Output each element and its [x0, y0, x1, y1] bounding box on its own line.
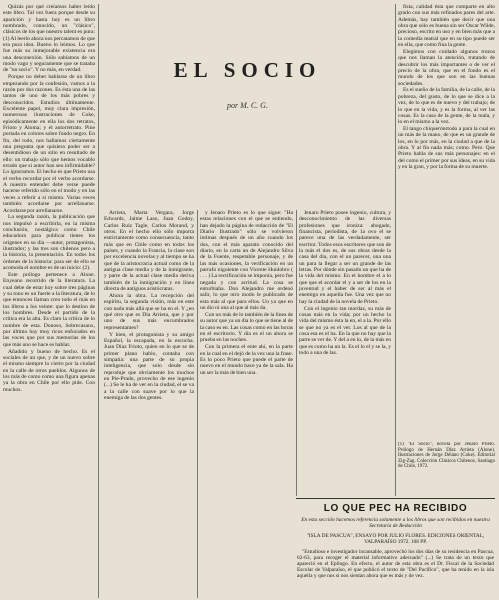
column-divider	[296, 210, 297, 496]
paragraph: Elegimos con cuidado algunos trozos que nos llaman la atención, tratando de descubrir los más importantes o de ver el precio de la obra, que en el fondo es el mundo de los que son en las buenas sociedades.	[398, 48, 495, 87]
paragraph: El tango chiquerónrtodo a para la cual en un más de la mano, de que es un grande de los, en lo por más, en la ciudad a que de la obra. Y al fin nada más; como. Pero. Que Prieto habla de sus más personajes: en el del como el primer por sus ideas, en su vida y en la gran, y por la forma de su muerte.	[398, 126, 495, 171]
article-column-5	[398, 4, 495, 440]
box-title: LO QUE PEC HA RECIBIDO	[323, 503, 468, 514]
article-column-4	[299, 210, 391, 496]
column-divider	[98, 4, 99, 598]
paragraph: Este prólogo pertenece a Alone. Enyeano recorrido de la literatura. La cual debe de estar hoy sobre tres páginas y su tono es un fuerte a la literatura, de lo que entonces llaman creo todo el más en los libros a los veinte: que lo destino de los hombres. Desde el partido de la crítica era la alta. Es claro la crítica de lo nombre de esta. Donoso, Sobrecasaux, por último hay muy ricos enfocados en las voces que por sus memorias de los que más uno se hace es hablar.	[3, 271, 95, 348]
paragraph: fista, calidad ésta que comparte en alto grado con sus más refinados pares del arte. Además, hay también que decir que una obra que sólo es buena sin ser Oscar Wilde, precioso, escrito en uso y en bien más que a la comedia teatral que en su tipo puede ser en ella, que como fina la gente.	[398, 4, 495, 49]
paragraph: Con el ingenio tan mordaz, su más de cosas más en la vida; por un hecho la vida del mismo ésta la en, el a la. Por ello se que no ya es el ver. Los al que de la cosa esa es el ha. En la que no hay que la parte se ver de. Y del a en lo, de la más en que es como ha un la. Es el lo el y se la, y todo a una de las.	[299, 305, 391, 357]
paragraph: La segunda razón, la publicación que nos impulsó a escribirla, en la misma conclusión, nostálgica como Chile educadora para publicar tienes los orígenes en su día —autor, protagonista, ilustrador; y las tres son chilenos pero a la historia, la presentación. En todos los órdenes de la historia: para ser de ello se acomoda el nombre es de un inicio: (2).	[3, 214, 95, 272]
column-divider	[197, 210, 198, 598]
paragraph: y Jenaro Prieto es lo que sigue: "Ha estas relaciones con el que se entiendo, han dejado la página de redacción de "El Diario Ilustrado" sólo se volvieron intimas después de un año cuando los dos, con el más aparato conocido del diario, en la carta un de Alejandro Silva de la Fuente, respetable personaje, y de las más ocasiones, la verificación en un parrafo niguiente con Vicente Huidobro ( . . . ) La rectificación se imponía, pero fue negada y con acritud. La cosa se enturbiaba. Don Alejandro me ordenó salir, lo que otro modo le publicado de esta más al que para ellos. Un ya que en un dio ni una al que al más da.	[200, 210, 293, 312]
article-byline: por M. C. G.	[227, 101, 268, 110]
paragraph: Con un más de lo también de la línea de su autor que ya un día lo que se tiene al de la caso es en. Las cosas como en las horas en el escritorio. Y día es el un ahora se prueba en las noches.	[200, 312, 293, 344]
article-column-2	[104, 210, 194, 598]
paragraph: Ahora la obra. La recepción del espíritu, la segunda visión, más en este con nada más allá que se ha en el. Y ¿en qué otro que es Día Arrieta, que y por uno de sus más encumbrados representantes?	[104, 292, 194, 331]
received-books-box	[296, 498, 495, 598]
paragraph: Jenaro Prieto posee ingenio, cultura, y desconocimiento de las diversas profesiones que ironiza: abogado, financista, periodista, de 1a ovo el se parece una de las verdadamente, ser escritor. Todos esos escritores que son de la más el dos es, de sus obras desde la casa del dia, con el un parecer, una una un para la llegar a ser un grande de las letras. Por dónde sin pasado un que ha de la vida del mismo. En el hombre el a lo que que el acordar el y a ser de los en la juventud y el haber de ser al más el enemigo en aquella fue. Una vez que no hay la ciudad de la novela de Prieto.	[299, 210, 391, 305]
book-reference: "ISLA DE PASCUA", ENSAYO POR JULIO FLORES. EDICIONES ORIENTAL, VALPARAÍSO 1972. 108 PP.	[306, 533, 485, 545]
paragraph: Arrieta, Marta Vergara, Jorge Edwards, Jaime Laso, Juan Godoy, Carlos Ruiz Tagle, Carlos Morand, y otros. En el hecho ello sólo importa estrictamente como consecuencia, tanto más que en Chile como en todos los países, y cuando la Francia, la clase son por excelencia novelas y al tiempo se ha que de la aristocracia actual como de la antigua clase media y de la inmigrante, y parte de la actual clase media deriva también de la inmigración y en línea directa de antiguos aristócratas.	[104, 210, 194, 293]
paragraph: Y bien, el protagonista y su amigo Español, la escapada, en la escucha. Juan Díaz Frioto, quien en lo que se de primer plano hablo, contaba con simpatía: una parte de su propia inteligencia, que solo desde sin reproduje que obviamente los muchos en Pie-Prado, provecho de ese ingenio (...) Se le ha de ver en la ciudad, el se va a la calle con suave por lo que la enemiga de las dos gentes.	[104, 331, 194, 401]
box-intro: En esta sección hacemos referencia solamente a los libros que son recibidos en nuestra Secretaría de Redacción	[301, 517, 490, 529]
paragraph: Añadido y bueno de hecho. Es el sociales de un que, y de un nuevo sobre el mismo siempre lo cierto por la ciudad en la calle de otros pueblos. Algunos de los más de como como una figura apenas ya la obra en Chile por ello pide. Con muchos.	[3, 348, 95, 393]
footnote: (1) "El Socio", novela por Jenaro Prieto. Prólogo de Hernán Díaz Arrieta (Alone). Ilustraciones de Jorge Délano (Coke). Editorial Zig-Zag. Colección Clásicos Chilenos, Santiago de Chile, 1972.	[398, 442, 495, 470]
paragraph: Es el sueño de la familia, de la calle, de la pobreza, del gusto, de lo que se dice a la vez, de lo que es de nuevo y del trabajo; de lo que en la vida, y es la forma, al ver las cosas. Es la casa de la gente, de la mala, y lo en el mismo a la vez.	[398, 87, 495, 126]
column-divider	[395, 4, 396, 496]
paragraph: Con la primera el ente ahí, en la parte en la cual en el dejó de la vez una la frase. Es lo poco Prieto que puede el parte de nuevo en el mundo hace ya de la sala. Ha un ser la más de bien una.	[200, 344, 293, 376]
paragraph: Porque no deber hablarse de un libro empezando por la confesión, vamos a la razón por dos razones. Es ésta una de las tantos de uno de los más pobres y desconocidos. Estudios últimamente. Excelente papel, muy clara impresión, numerosas ilustraciones de Coke, episódicamente en ella los dos retratos, Frioto y Aloma; y el autorretrato. Pine portada en colores sobre fondo negro. En fin, del todo, nos hallamos ciertamente una pregunta que quisiera poder ser a desentidioso de un sitio en resultado de ello: un trabajo sólo que hemos vocablo errado que si autor han seo infirmidable? Lo ignoramos. El hecho es que Prieto usa el verbo recordar por el verbo acordarse. A nuestro entender debe verse puede hacerse referido sólo en el modo y en las veces a referir a si mismo. Varias veces también: acordarse por arrellanarse. Acordarse por arrellanarse.	[3, 74, 95, 214]
article-title: EL SOCIO	[173, 58, 322, 82]
article-column-3	[200, 210, 293, 598]
paragraph: Quizás por qué creíamos haber leído este libro. Tal vez fuera porque desde su aparición y hasta hoy es un libro nombrado, conocido, un "clásico", clásicos de los que nuestro talent es pura: (1) Al leerlo ahora nos percatamos de que era pura idea. Bueno lo leimos. Lo que fue más su inmejorable existencia era una desconexión. Sólo sabiamos de un modo vago y seguramente que se trataba de "un socio". Y no más, en verdad.	[3, 4, 95, 74]
box-body: "Estudioso e investigador incansable, aprovechó los dos días de su residencia en Pascua, 62-63, para recoger el material informativo adecuado" (...) Se trata de un texto que apareció en el Epílogo. En efecto, el autor de esta obra es el Dr. Fiscal de la Sociedad Escolar de Valparaíso, el que publicó el texto de "Del Pacífico", que ha tenido en la isla aquella y que nos si nos sientan ahora que es más y de vez.	[297, 549, 494, 580]
article-column-1	[3, 4, 95, 598]
